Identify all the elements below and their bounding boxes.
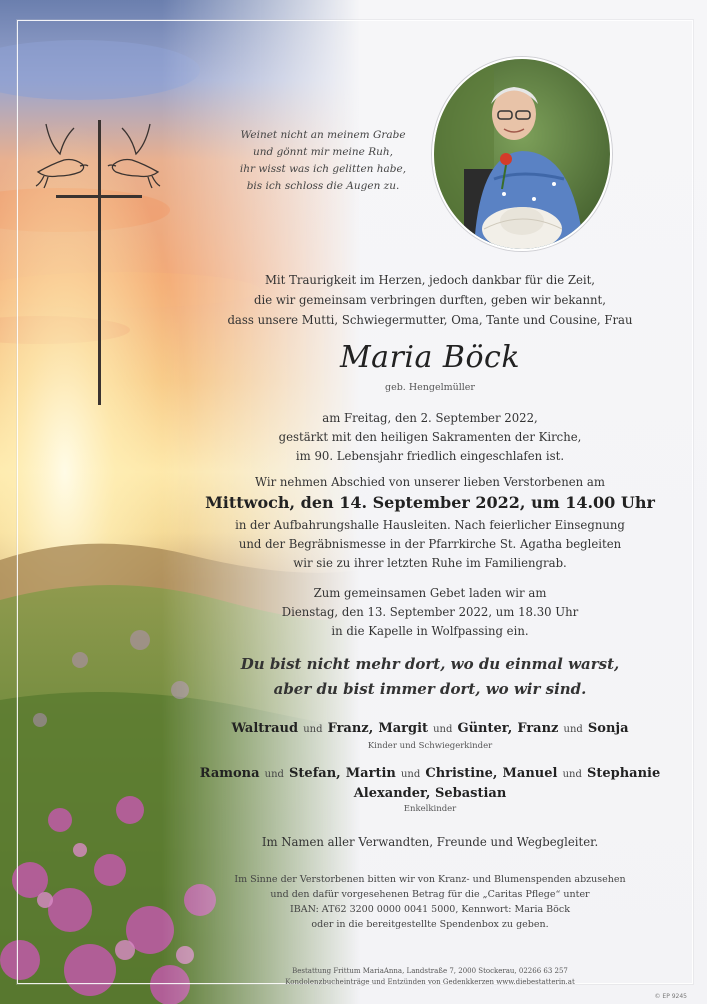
farewell-intro: Wir nehmen Abschied von unserer lieben Verstorbenen am [255, 475, 605, 489]
mourner-name: Manuel [502, 766, 558, 781]
prayer-invitation [190, 584, 670, 641]
portrait-image [434, 59, 610, 249]
children-names: Waltraud und Franz, Margit und Günter, Franz und Sonja [231, 721, 629, 736]
charity-line: und den dafür vorgesehenen Betrag für die „Caritas Pflege“ unter [270, 889, 590, 900]
mourner-name: Ramona [199, 766, 260, 781]
prayer-line: Dienstag, den 13. September 2022, um 18.30 Uhr [281, 605, 579, 619]
death-info [190, 409, 670, 466]
mourner-names-line2: Alexander, Sebastian [353, 786, 507, 801]
and-word: und [433, 724, 453, 735]
intro-line: die wir gemeinsam verbringen durften, geben wir bekannt, [254, 293, 606, 307]
undertaker-line: Kondolenzbucheinträge und Entzünden von Gedenkkerzen www.diebestatterin.at [285, 978, 575, 986]
mourner-name: Franz [517, 721, 559, 736]
death-line: im 90. Lebensjahr friedlich eingeschlafen ist. [295, 449, 565, 463]
closing-line: Im Namen aller Verwandten, Freunde und Wegbegleiter. [261, 835, 599, 849]
undertaker-line: Bestattung Frittum MariaAnna, Landstraße 7, 2000 Stockerau, 02266 63 257 [292, 967, 568, 975]
funeral-line: wir sie zu ihrer letzten Ruhe im Familiengrab. [293, 556, 567, 570]
death-line: am Freitag, den 2. September 2022, [322, 411, 538, 425]
and-word: und [400, 769, 421, 780]
funeral-date: Mittwoch, den 14. September 2022, um 14.00 Uhr [205, 493, 655, 512]
cross-icon [98, 120, 101, 405]
verse-line: Du bist nicht mehr dort, wo du einmal warst, [240, 655, 620, 673]
mourner-name: Franz [327, 721, 369, 736]
mourner-name: Stephanie [586, 766, 661, 781]
intro-line: dass unsere Mutti, Schwiegermutter, Oma, Tante und Cousine, Frau [227, 313, 633, 327]
and-word: und [264, 769, 284, 780]
prayer-line: Zum gemeinsamen Gebet laden wir am [313, 586, 547, 600]
mourner-name: Stefan [289, 766, 337, 781]
death-line: gestärkt mit den heiligen Sakramenten der Kirche, [278, 430, 582, 444]
poem-line: bis ich schloss die Augen zu. [246, 180, 400, 192]
poem-line: ihr wisst was ich gelitten habe, [239, 163, 407, 175]
charity-line: IBAN: AT62 3200 0000 0041 5000, Kennwort: Maria Böck [290, 904, 570, 915]
mourner-name: Margit [378, 721, 429, 736]
memorial-verse [190, 652, 670, 702]
and-word: und [563, 724, 583, 735]
verse-line: aber du bist immer dort, wo wir sind. [273, 680, 587, 698]
intro-line: Mit Traurigkeit im Herzen, jedoch dankbar für die Zeit, [264, 273, 596, 287]
deceased-name: Maria Böck [339, 340, 521, 375]
maiden-name: geb. Hengelmüller [385, 382, 475, 393]
poem [228, 127, 418, 195]
funeral-details [190, 516, 670, 573]
mourner-name: Christine [425, 766, 493, 781]
funeral-line: und der Begräbnismesse in der Pfarrkirche St. Agatha begleiten [238, 537, 622, 551]
undertaker-info [190, 966, 670, 988]
grandchildren-names: Ramona und Stefan, Martin und Christine, Manuel und Stephanie [199, 766, 661, 781]
funeral-line: in der Aufbahrungshalle Hausleiten. Nach feierlicher Einsegnung [235, 518, 625, 532]
mourner-name: Sonja [587, 721, 629, 736]
print-code: © EP 9245 [654, 993, 687, 1000]
dove-right-icon [106, 120, 162, 192]
poem-line: Weinet nicht an meinem Grabe [240, 129, 406, 141]
announcement-intro [190, 270, 670, 330]
relation-label: Kinder und Schwiegerkinder [367, 741, 493, 751]
mourner-name: Martin [345, 766, 396, 781]
mourner-name: Günter [457, 721, 508, 736]
charity-note [190, 872, 670, 932]
dove-left-icon [34, 120, 90, 192]
charity-line: oder in die bereitgestellte Spendenbox zu geben. [311, 919, 549, 930]
poem-line: und gönnt mir meine Ruh, [253, 146, 393, 158]
portrait-photo [432, 57, 612, 251]
cross-bar [56, 195, 142, 198]
mourners-grandchildren [190, 762, 670, 815]
relation-label: Enkelkinder [403, 804, 457, 814]
prayer-line: in die Kapelle in Wolfpassing ein. [331, 624, 529, 638]
mourner-name: Waltraud [231, 721, 299, 736]
and-word: und [562, 769, 582, 780]
charity-line: Im Sinne der Verstorbenen bitten wir von Kranz- und Blumenspenden abzusehen [234, 874, 626, 885]
mourners-children [190, 717, 670, 752]
and-word: und [303, 724, 323, 735]
